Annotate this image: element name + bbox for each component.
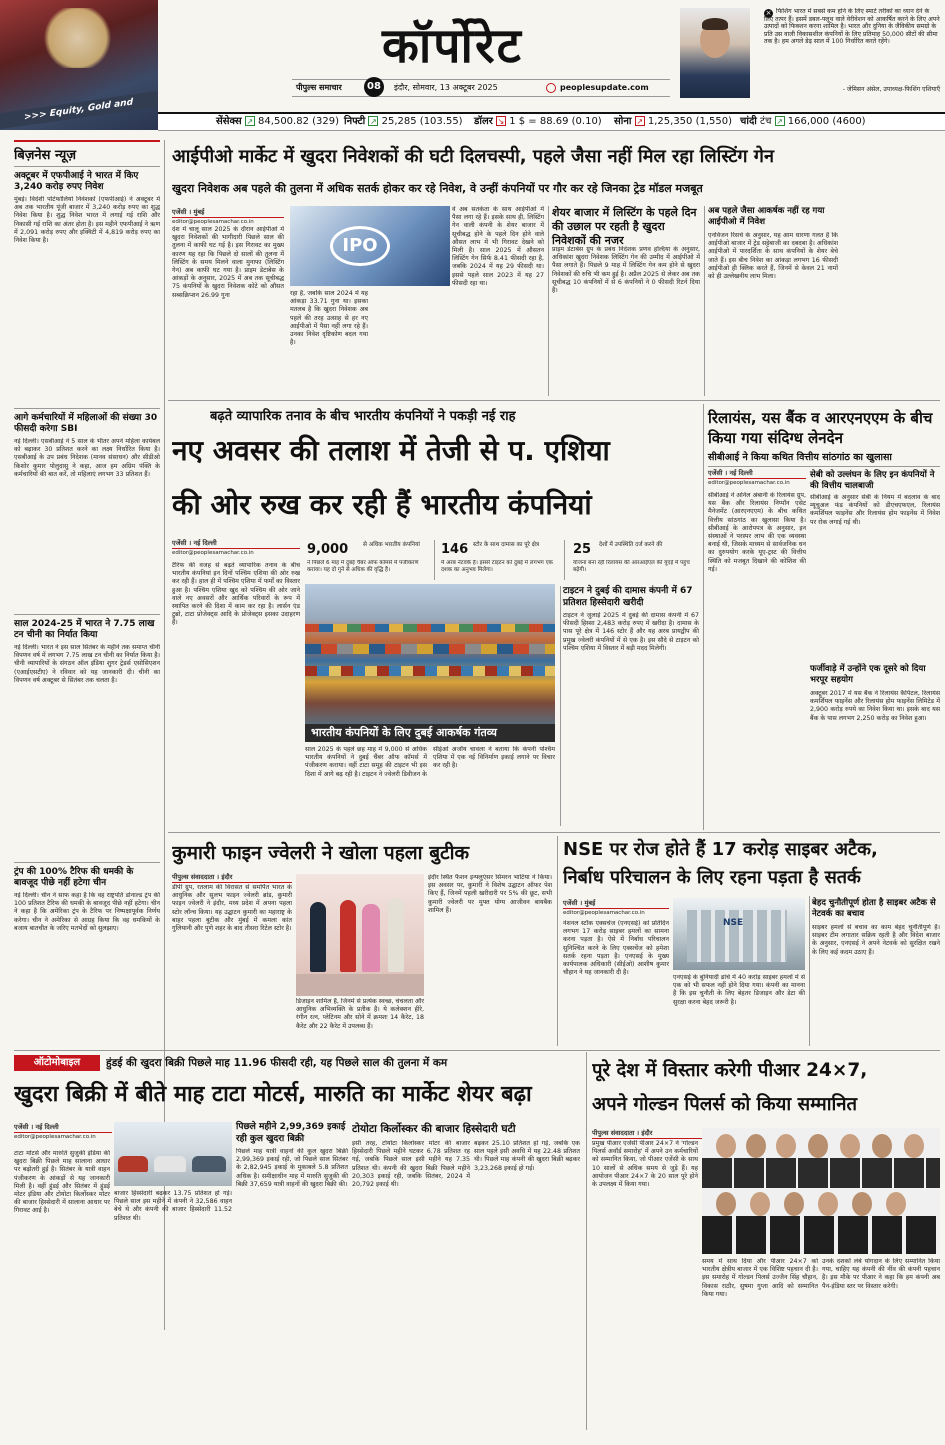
titan-body: टाइटन ने जुलाई 2025 में दुबई की दामास कंपनी में 67 फीसदी हिस्सा 2,483 करोड़ रुपए में खरीदा है। दामास के पास पूरे क्षेत्र में 146 स्टोर हैं और यह अरब प्रायद्वीप की प्रमुख ज्वेलरी कंपनियों में से एक है। इस सौदे से टाइटन को पश्चिम एशिया में विस्तार में बड़ी मदद मिलेगी। [563, 612, 699, 652]
stat-number: 146 [441, 542, 469, 557]
ipo-side-heading: शेयर बाजार में लिस्टिंग के पहले दिन की उछाल पर रहती है खुदरा निवेशकों की नजर [552, 206, 697, 247]
stat-number: 25 [573, 542, 592, 557]
reliance-headline: रिलायंस, यस बैंक व आरएनएएम के बीच किया गया संदिग्ध लेनदेन [708, 409, 933, 447]
website-link[interactable]: peoplesupdate.com [560, 83, 649, 92]
dateline-bar [292, 79, 670, 97]
photo-caption: भारतीय कंपनियों के लिए दुबई आकर्षक गंतव्य [305, 724, 555, 742]
auto-tag: ऑटोमोबाइल [14, 1055, 100, 1071]
reliance-body-a: सीबीआई ने अनिल अंबानी के रिलायंस ग्रुप, यस बैंक और रिलायंस निप्पॉन एसेट मैनेजमेंट (आरएनएएम) के बीच कथित वित्तीय सांठगांठ का खुलासा किया है। सीबीआई के आरोपपत्र के अनुसार, इन संस्थाओं ने परस्पर लाभ की एक व्यवस्था बनाई थी, जिसके माध्यम से सार्वजनिक धन का दुरुपयोग करके यूए-ट्रस्ट की वित्तीय स्थिति को मजबूत दिखाने की कोशिश की गई। [708, 492, 806, 573]
auto-box-heading: पिछले महीने 2,99,369 इकाई रही कुल खुदरा बिक्री [236, 1122, 346, 1144]
nse-photo-label: NSE [723, 918, 744, 928]
pr-headline-2: अपने गोल्डन पिलर्स को किया सम्मानित [592, 1094, 858, 1115]
stat-note: योजना बना रही रिलायंस की आरआईएल की यूएई में पहुंच बढ़ेगी। [573, 560, 690, 573]
story-heading: आगे कर्मचारियों में महिलाओं की संख्या 30 फीसदी करेगा SBI [14, 413, 158, 434]
ipo-side-body: प्राइम डेटाबेस ग्रुप के प्रबंध निदेशक प्रणव हल्दिया के अनुसार, अधिकांश खुदरा निवेशक लिस्टिंग गेन की उम्मीद में आईपीओ में पैसा लगाते हैं। पिछले 9 माह में लिस्टिंग गेन कम होने से खुदरा निवेशकों की रुचि भी कम हुई है। अप्रैल 2025 से लेकर अब तक सूचीबद्ध 10 कंपनियों में से 6 कंपनियों ने 0 फीसदी रिटर्न दिया है। [552, 246, 700, 295]
toyota-body: इसी तरह, टोयोटा किर्लोस्कर मोटर की बाजार हिस्सेदारी पिछले महीने घटकर 6.78 प्रतिशत रह गई, जबकि पिछले साल इसी महीने यह 7.35 प्रतिशत थी। कंपनी की खुदरा बिक्री पिछले महीने 20,303 इकाई रही, जबकि सितंबर, 2024 में 20,792 इकाई थी। [352, 1140, 470, 1189]
nse-headline-1: NSE पर रोज होते हैं 17 करोड़ साइबर अटैक, [563, 839, 878, 860]
stat-note: में अरब नेटवर्क है। इससे टाइटन को दुबई में लगभग एक दशक का अनुभव मिलेगा। [441, 560, 553, 573]
ticker-label: चांदी [740, 116, 757, 127]
toyota-heading: टोयोटा किर्लोस्कर की बाजार हिस्सेदारी घटी [352, 1123, 516, 1135]
paper-name: पीपुल्स समाचार [296, 83, 342, 92]
ticker-value: 1 $ = 88.69 (0.10) [509, 116, 602, 127]
auto-kicker: हुंडई की खुदरा बिक्री पिछले माह 11.96 फीसदी रही, यह पिछले साल की तुलना में कम [106, 1057, 448, 1069]
ipo-body-b: रहा है, जबकि साल 2024 में यह आंकड़ा 33.71 गुना था। इसका मतलब है कि खुदरा निवेशक अब पहले की तरह उत्साह से हर नए आईपीओ में पैसा नहीं लगा रहे हैं। उनका निवेश दृष्टिकोण बदल गया है। [290, 290, 368, 347]
reliance-sub2-heading: फर्जीवाड़े में उन्होंने एक दूसरे को दिया भरपूर सहयोग [810, 664, 926, 685]
story-body: मुंबई। विदेशी पोर्टफोलियो निवेशकों (एफपीआई) ने अक्टूबर में अब तक भारतीय पूंजी बाजार में 3,240 करोड़ रुपए का शुद्ध निवेश किया है। शुद्ध निवेश भारत में लगाई गई राशि और निकासी गई राशि का अंतर होता है। इस महीने एफपीआई ने ऋण में 2,091 करोड़ रुपए और इक्विटी में 4,819 करोड़ रुपए का निवेश किया है। [14, 196, 160, 245]
story-heading: साल 2024-25 में भारत ने 7.75 लाख टन चीनी का निर्यात किया [14, 619, 155, 640]
ticker-label: सोना [614, 116, 632, 127]
ticker-value: 166,000 (4600) [787, 116, 866, 127]
ipo-right-heading: अब पहले जैसा आकर्षक नहीं रह गया आईपीओ में निवेश [708, 206, 825, 227]
auto-byline: एजेंसी । नई दिल्ली editor@peoplesamachar.co.in [14, 1122, 112, 1141]
ipo-image-text: IPO [330, 226, 390, 266]
stat-number: 9,000 [307, 542, 349, 557]
stat-label: से अधिक भारतीय कंपनियां [363, 542, 420, 548]
kumari-headline: कुमारी फाइन ज्वेलरी ने खोला पहला बुटीक [172, 842, 470, 864]
auto-col4: बढ़कर 25.10 प्रतिशत हो गई, जबकि एक साल पहले इसी अवधि में यह 22.48 प्रतिशत थी। पिछले माह कंपनी की खुदरा बिक्री बढ़कर 3,23,268 इकाई हो गई। [474, 1140, 580, 1172]
westasia-headline-2: की ओर रुख कर रही हैं भारतीय कंपनियां [172, 488, 592, 521]
close-icon: × [765, 9, 772, 17]
ipo-body-c: वे अब सतर्कता के साथ आईपीओ में पैसा लगा रहे हैं। इसके साथ ही, लिस्टिंग गेन वाली कंपनी के शेयर बाजार में सूचीबद्ध होने के पहले दिन होने वाले औसत लाभ में भी गिरावट देखने को मिली है। साल 2025 में औसतन लिस्टिंग गेन सिर्फ 8.41 फीसदी रहा है, जबकि 2024 में यह 29 फीसदी था। इससे पहले साल 2023 में यह 27 फीसदी रहा था। [452, 206, 544, 287]
ticker-value: 1,25,350 (1,550) [647, 116, 733, 127]
auto-box-body: पिछले माह यात्री वाहनों की कुल खुदरा बिक्री 2,99,369 इकाई रही, जो पिछले साल सितंबर के 2,82,945 इकाई के मुकाबले 5.8 प्रतिशत अधिक है। समीक्षाधीन माह में मारुति सुजुकी की बिक्री 37,659 यात्री वाहनों की खुदरा बिक्री की। [236, 1148, 348, 1188]
story-body: नई दिल्ली। चीन ने साफ कहा है कि वह राष्ट्रपति डोनाल्ड ट्रंप की 100 प्रतिशत टैरिफ की धमकी के बावजूद पीछे नहीं हटेगा। चीन ने कहा है कि अमेरिका ट्रंप के टैरिफ पर निष्पक्षापूर्वक निर्णय करेगा। चीन ने अमेरिका से आग्रह किया कि वह धमकियों के बजाय बातचीत के जरिए मतभेदों को सुलझाए। [14, 892, 160, 932]
pr-headline-1: पूरे देश में विस्तार करेगी पीआर 24×7, [592, 1060, 868, 1081]
quote-text: फिशिंग भारत में सबसे कम होने के लिए स्मार्ट तरीकों का ध्यान देने के लिए तत्पर हैं। इसमें डबल-फ्लूथ वाले वेरीवेशन को आकर्षित करने के लिए अपने उत्पादों को फिक्शन करना शामिल है। भारत और दुनिया के जैविकीय समग्रो के प्रति उस वाली विकासशील कंपनियों के लिए प्रतिमाह 50,000 सीटों की सीमा तक है। हम अगले डेढ़ साल में 100 निर्धारित करते रहेंगे। [764, 8, 940, 46]
quote-photo [680, 8, 750, 98]
auto-body-a: टाटा मोटर्स और मारुति सुजुकी इंडिया की खुदरा बिक्री पिछले माह सालाना आधार पर बढ़ोतरी हुई है। सितंबर के यात्री वाहन पंजीकरण के आंकड़ों से यह जानकारी मिली है। वहीं हुंडई और सितंबर में हुंडई मोटर इंडिया और टोयोटा किर्लोस्कर मोटर की बाजार हिस्सेदारी में सालाना आधार पर गिरावट आई है। [14, 1150, 110, 1215]
nse-building-photo [673, 898, 805, 970]
stat-box [305, 540, 435, 580]
page-number: 08 [364, 77, 384, 97]
ticker-label: निफ्टी [344, 116, 366, 127]
ticker-silver [740, 114, 940, 130]
titan-heading: टाइटन ने दुबई की दामास कंपनी में 67 प्रतिशत हिस्सेदारी खरीदी [563, 586, 693, 608]
story-body: नई दिल्ली। एसबीआई ने 5 साल के भीतर अपने महिला कार्यबल को बढ़ाकर 30 प्रतिशत करने का लक्ष्य निर्धारित किया है। एसबीआई के उप प्रबंध निदेशक (मानव संसाधन) और सीडीओ किशोर कुमार पोलुदासु ने कहा, आज हम अग्रिम पंक्ति के कर्मचारियों की बात करें, तो महिलाएं लगभग 33 प्रतिशत हैं। [14, 438, 160, 478]
ipo-body-a: देश में चालू साल 2025 के दौरान आईपीओ में खुदरा निवेशकों की भागीदारी पिछले साल की तुलना में काफी घट गई है। इस गिरावट का मुख्य कारण यह रहा कि पिछले दो सालों की तुलना में लिस्टिंग के समय मिलने वाला मुनाफा (लिस्टिंग गेन) अब काफी घट गया है। प्राइम डेटाबेस के आंकड़ों के अनुसार, 2025 में अब तक सूचीबद्ध 75 कंपनियों के खुदरा निवेशक कोटे को औसत सब्सक्रिप्शन 26.99 गुना [172, 226, 284, 299]
nse-side-heading: बेहद चुनौतीपूर्ण होता है साइबर अटैक से नेटवर्क का बचाव [812, 898, 936, 919]
stats-row [305, 540, 695, 580]
stat-box [567, 540, 695, 580]
reliance-byline: एजेंसी । नई दिल्ली editor@peoplesamachar.co.in [708, 468, 806, 487]
story-heading: अक्टूबर में एफपीआई ने भारत में किए 3,240 करोड़ रुपए निवेश [14, 171, 139, 192]
auto-body-b: बाजार हिस्सेदारी बढ़कर 13.75 प्रतिशत हो गई। पिछले साल इस महीने में कंपनी ने 32,586 वाहन बेचे थे और कंपनी की बाजार हिस्सेदारी 11.52 प्रतिशत थी। [114, 1190, 232, 1222]
westasia-headline-1: नए अवसर की तलाश में तेजी से प. एशिया [172, 434, 610, 467]
kumari-body-b: इंदौर स्थित फैशन इन्फ्लुएंसर सिमरन भाटिया ने किया। इस अवसर पर, कुमारी ने विशेष उद्घाटन ऑफर पेश किए हैं, जिनमें पहली खरीदारी पर 5% की छूट, सभी कुमारी ज्वेलरी पर मुफ्त योग्य आजीवन बायबैक शामिल हैं। [428, 874, 552, 914]
westasia-body-b: साल 2025 के पहले छह माह में 9,000 से अधिक भारतीय कंपनियों ने दुबई चैंबर ऑफ कॉमर्स में पंजीकरण कराया। वहीं टाटा समूह की टाइटन भी इस दिशा में आगे बढ़ रही है। टाइटन ने ज्वेलरी डिवीजन के सीईओ अजॉय चावला ने बताया कि कंपनी पश्चिम एशिया में एक नई विनिर्माण इकाई लगाने पर विचार कर रही है। [305, 746, 555, 778]
pr-group-photo [702, 1128, 940, 1254]
stat-box [437, 540, 565, 580]
market-ticker [158, 112, 945, 131]
ipo-image [290, 206, 450, 286]
kumari-body-a: डीपी ग्रुप, रतलाम की विरासत से समर्पित भारत के आधुनिक और सुलभ फाइन ज्वेलरी ब्रांड, कुमारी फाइन ज्वेलरी ने इंदौर, मध्य प्रदेश में अपना पहला स्टोर लॉन्च किया। यह उद्घाटन कुमारी का महाराष्ट्र के बाहर पहला बुटीक और मुंबई में कमला कांत गुलियानी और पुणे शहर के बाद तीसरा रिटेल स्टोर है। [172, 884, 292, 933]
boutique-photo [296, 874, 424, 996]
container-port-photo [305, 584, 555, 724]
up-arrow-icon: ↗ [370, 117, 377, 126]
globe-icon [546, 83, 556, 93]
ticker-value: 84,500.82 (329) [258, 116, 340, 127]
car-showroom-photo [114, 1122, 232, 1186]
page-title: कॉर्पोरेट [382, 18, 523, 74]
westasia-kicker: बढ़ते व्यापारिक तनाव के बीच भारतीय कंपनियों ने पकड़ी नई राह [210, 409, 516, 424]
pr-body-b: समय में साथ दिया और पीआर 24×7 को भारतीय क्षेत्रीय बाजार में एक विशिष्ट पहचान दी है। इस समारोह में गोल्डन पिलर्स उज्जैन सिंह चौहान, विकास राठौर, सुषमा गुप्ता आदि को सम्मानित किया गया। [702, 1258, 818, 1298]
ipo-byline: एजेंसी । मुंबई editor@peoplesamachar.co.in [172, 207, 284, 226]
reliance-box-heading: सेबी को उल्लंघन के लिए इन कंपनियों ने की वित्तीय चालबाजी [810, 470, 935, 491]
ticker-unit: टंच [760, 116, 772, 127]
stat-label: स्टोर के साथ दामास का पूरे क्षेत्र [473, 542, 540, 548]
up-arrow-icon: ↗ [636, 117, 644, 126]
dateline: इंदौर, सोमवार, 13 अक्टूबर 2025 [394, 83, 498, 92]
westasia-body-a: टैरिफ की वजह से बढ़ते व्यापारिक तनाव के बीच भारतीय कंपनियां इन दिनों पश्चिम एशिया की ओर रुख कर रही हैं। हाल ही में पश्चिम एशिया में फर्मों का विस्तार हुआ है। पश्चिम एशिया खुद को पश्चिम की ओर जाने वाले नए अवसरों और आर्थिक परिवारों के रूप में स्थापित करने की दिशा में काम कर रहा है। लार्सन एंड टुब्रो, टाटा प्रोजेक्ट्स आदि के प्रोजेक्ट्स इसका उदाहरण हैं। [172, 562, 300, 627]
story-heading: ट्रंप की 100% टैरिफ की धमकी के बावजूद पीछे नहीं हटेगा चीन [14, 867, 134, 888]
ticker-value: 25,285 (103.55) [381, 116, 463, 127]
section-header: बिज़नेस न्यूज़ [14, 140, 160, 167]
pr-byline: पीपुल्स संवाददाता । इंदौर [592, 1128, 702, 1139]
auto-headline: खुदरा बिक्री में बीते माह टाटा मोटर्स, मारुति का मार्केट शेयर बढ़ा [14, 1082, 532, 1107]
up-arrow-icon: ↗ [246, 117, 254, 126]
up-arrow-icon: ↗ [776, 117, 783, 126]
ticker-dollar [474, 114, 634, 130]
nse-body-a: नेशनल स्टॉक एक्सचेंज (एनएसई) को प्रतिदिन लगभग 17 करोड़ साइबर हमलों का सामना करना पड़ता है। ऐसे में निर्बाध परिचालन सुनिश्चित करने के लिए एक्सचेंज को हमेशा सतर्क रहना पड़ता है। एनएसई के मुख्य कार्यपालक अधिकारी (सीईओ) आशीष कुमार चौहान ने यह जानकारी दी है। [563, 920, 669, 977]
down-arrow-icon: ↘ [497, 117, 505, 126]
pr-body-a: प्रमुख पीआर एजेंसी पीआर 24×7 ने 'गोल्डन पिलर्स अवॉर्ड समारोह' में अपने उन कर्मचारियों को सम्मानित किया, जो पीआर एजेंसी के साथ 10 सालों से अधिक समय से जुड़े हैं। यह आयोजन पीआर 24×7 के 20 साल पूरे होने के उपलक्ष्य में किया गया। [592, 1140, 698, 1189]
stat-note: ने पिछले 6 माह में दुबई चैंबर ऑफ कॉमर्स में पंजीकरण कराया। यह दो गुने से अधिक की वृद्धि है। [307, 560, 419, 573]
kumari-body-c: डिजाइन शामिल हैं, जिनमें से प्रत्येक स्वच्छ, चंचलता और आधुनिक अभिव्यक्ति के प्रतीक है। ये कलेक्शन हीरे, रंगीन रत्न, प्लेटिनम और सोने में क्रमशः 14 कैरेट, 18 कैरेट और 22 कैरेट में उपलब्ध हैं। [296, 998, 424, 1030]
story-body: नई दिल्ली। भारत ने इस साल सितंबर के महीने तक समाप्त चीनी विपणन वर्ष में लगभग 7.75 लाख टन चीनी का निर्यात किया है। चीनी व्यापारियों के संगठन ऑल इंडिया शुगर ट्रेडर्स एसोसिएशन (एआईएसटीए) ने रविवार को यह जानकारी दी। चीनी का विपणन वर्ष अक्टूबर से सितंबर तक चलता है। [14, 644, 160, 684]
westasia-byline: एजेंसी । नई दिल्ली editor@peoplesamachar.co.in [172, 538, 300, 557]
banner-image [0, 0, 158, 130]
nse-side-body: साइबर हमलों से बचाव का काम बेहद चुनौतीपूर्ण है। साइबर टीम लगातार सक्रिय रहती है और विदेश बाजार के अनुसार, एनएसई ने अपने नेटवर्क को सुरक्षित रखने के लिए कई कदम उठाए हैं। [812, 924, 940, 956]
ipo-right-body: एनविजन रिसर्च के अनुसार, यह आम धारणा गलत है कि आईपीओ बाजार में ट्रेड सट्टेबाजी का दबदबा है। अधिकांश आईपीओ में पारदर्शिता के साथ कंपनियों के शेयर बेचे जाते हैं। इस बीच निवेश का आंकड़ा लगभग 16 फीसदी आईपीओ ही क्लिक करते हैं, जिनमें से केवल 21 नामों को ही उल्लेखनीय लाभ मिला। [708, 232, 838, 281]
nse-byline: एजेंसी । मुंबई editor@peoplesamachar.co.in [563, 898, 669, 917]
nse-headline-2: निर्बाध परिचालन के लिए रहना पड़ता है सतर्क [563, 867, 861, 888]
reliance-sub2-body: अक्टूबर 2017 में यस बैंक ने रिलायंस कैपिटल, रिलायंस कमर्शियल फाइनेंस और रिलायंस होम फाइनेंस लिमिटेड में 2,900 करोड़ रुपये का निवेश किया था। इसके बाद यस बैंक के पास लगभग 2,250 करोड़ का निवेश हुआ। [810, 690, 940, 722]
banner-text: >>> Equity, Gold and [0, 91, 158, 129]
reliance-subhead: सीबीआई ने किया कथित वित्तीय सांठगांठ का खुलासा [708, 452, 940, 467]
ticker-label: सेंसेक्स [216, 116, 242, 127]
ticker-label: डॉलर [474, 116, 493, 127]
stat-label: देशों में उपस्थिति दर्ज करने की [599, 542, 663, 548]
kumari-byline: पीपुल्स संवाददाता । इंदौर [172, 872, 292, 883]
quote-author: - जेमिसन अंसेल, उपाध्यक्ष-फिशिंग एशियाएँ [842, 86, 940, 93]
nse-body-b: एनएसई के बुनियादी ढांचे में 40 करोड़ साइबर हमलों में से एक को भी सफल नहीं होने दिया गया। कंपनी का मानना है कि इस चुनौती के लिए बेहतर डिजाइन और डेटा की सुरक्षा करना बेहद जरूरी है। [673, 974, 805, 1006]
reliance-body-b: सीबीआई के अनुसार सेबी के नियम में बदलाव के बाद म्यूचुअल फंड कंपनियों को डीएचएफएल, रिलायंस कमर्शियल फाइनेंस और रिलायंस होम फाइनेंस में निवेश पर रोक लगाई गई थी। [810, 494, 940, 526]
ipo-headline: आईपीओ मार्केट में खुदरा निवेशकों की घटी दिलचस्पी, पहले जैसा नहीं मिल रहा लिस्टिंग गेन [172, 146, 774, 167]
pr-body-c: उनके दशकों लंबे योगदान के लिए सम्मानित किया गया, चाहिए यह कंपनी की नींव की कंपनी पहचान है। इस मौके पर पीआर ने कहा कि हम कंपनी अब पैन-इंडिया स्तर पर विस्तार करेगी। [822, 1258, 940, 1290]
ipo-subhead: खुदरा निवेशक अब पहले की तुलना में अधिक सतर्क होकर कर रहे निवेश, वे उन्हीं कंपनियों पर गौर कर रहे जिनका ट्रेड मॉडल मजबूत [172, 182, 703, 195]
